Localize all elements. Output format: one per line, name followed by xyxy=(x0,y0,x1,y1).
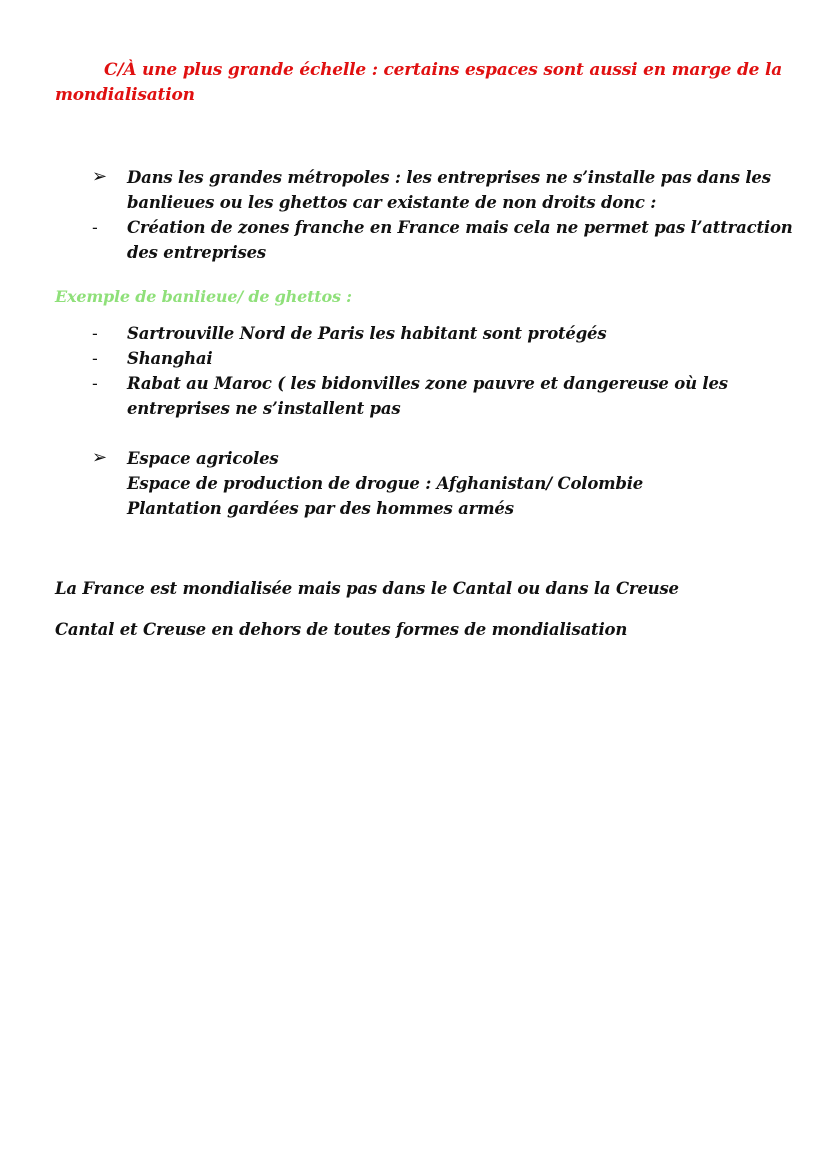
arrow-bullet-icon: ➢ xyxy=(92,447,108,468)
example-item-rabat: Rabat au Maroc ( les bidonvilles zone pauvre et dangereuse où les xyxy=(127,374,728,393)
metropoles-bullet-line-2: banlieues ou les ghettos car existante de non droits donc : xyxy=(127,193,657,212)
conclusion-line-1: La France est mondialisée mais pas dans le Cantal ou dans la Creuse xyxy=(55,579,679,598)
section-title-line-2: mondialisation xyxy=(55,85,195,105)
example-item-shanghai: Shanghai xyxy=(127,349,213,368)
agricoles-bullet: Espace agricoles xyxy=(127,449,279,468)
section-title-line-1: C/À une plus grande échelle : certains espaces sont aussi en marge de la xyxy=(104,60,783,80)
agricoles-line-3: Plantation gardées par des hommes armés xyxy=(127,499,514,518)
dash-bullet-icon: - xyxy=(92,324,98,343)
example-item-rabat-line-2: entreprises ne s’installent pas xyxy=(127,399,401,418)
zones-franche-line-2: des entreprises xyxy=(127,243,266,262)
dash-bullet-icon: - xyxy=(92,218,98,237)
dash-bullet-icon: - xyxy=(92,349,98,368)
zones-franche-line-1: Création de zones franche en France mais cela ne permet pas l’attraction xyxy=(127,218,793,237)
conclusion-line-2: Cantal et Creuse en dehors de toutes formes de mondialisation xyxy=(55,620,628,639)
agricoles-line-2: Espace de production de drogue : Afghanistan/ Colombie xyxy=(127,474,644,493)
metropoles-bullet-line-1: Dans les grandes métropoles : les entreprises ne s’installe pas dans les xyxy=(127,168,771,187)
example-item-sartrouville: Sartrouville Nord de Paris les habitant sont protégés xyxy=(127,324,607,343)
dash-bullet-icon: - xyxy=(92,374,98,393)
examples-heading: Exemple de banlieue/ de ghettos : xyxy=(55,287,352,306)
arrow-bullet-icon: ➢ xyxy=(92,166,108,187)
